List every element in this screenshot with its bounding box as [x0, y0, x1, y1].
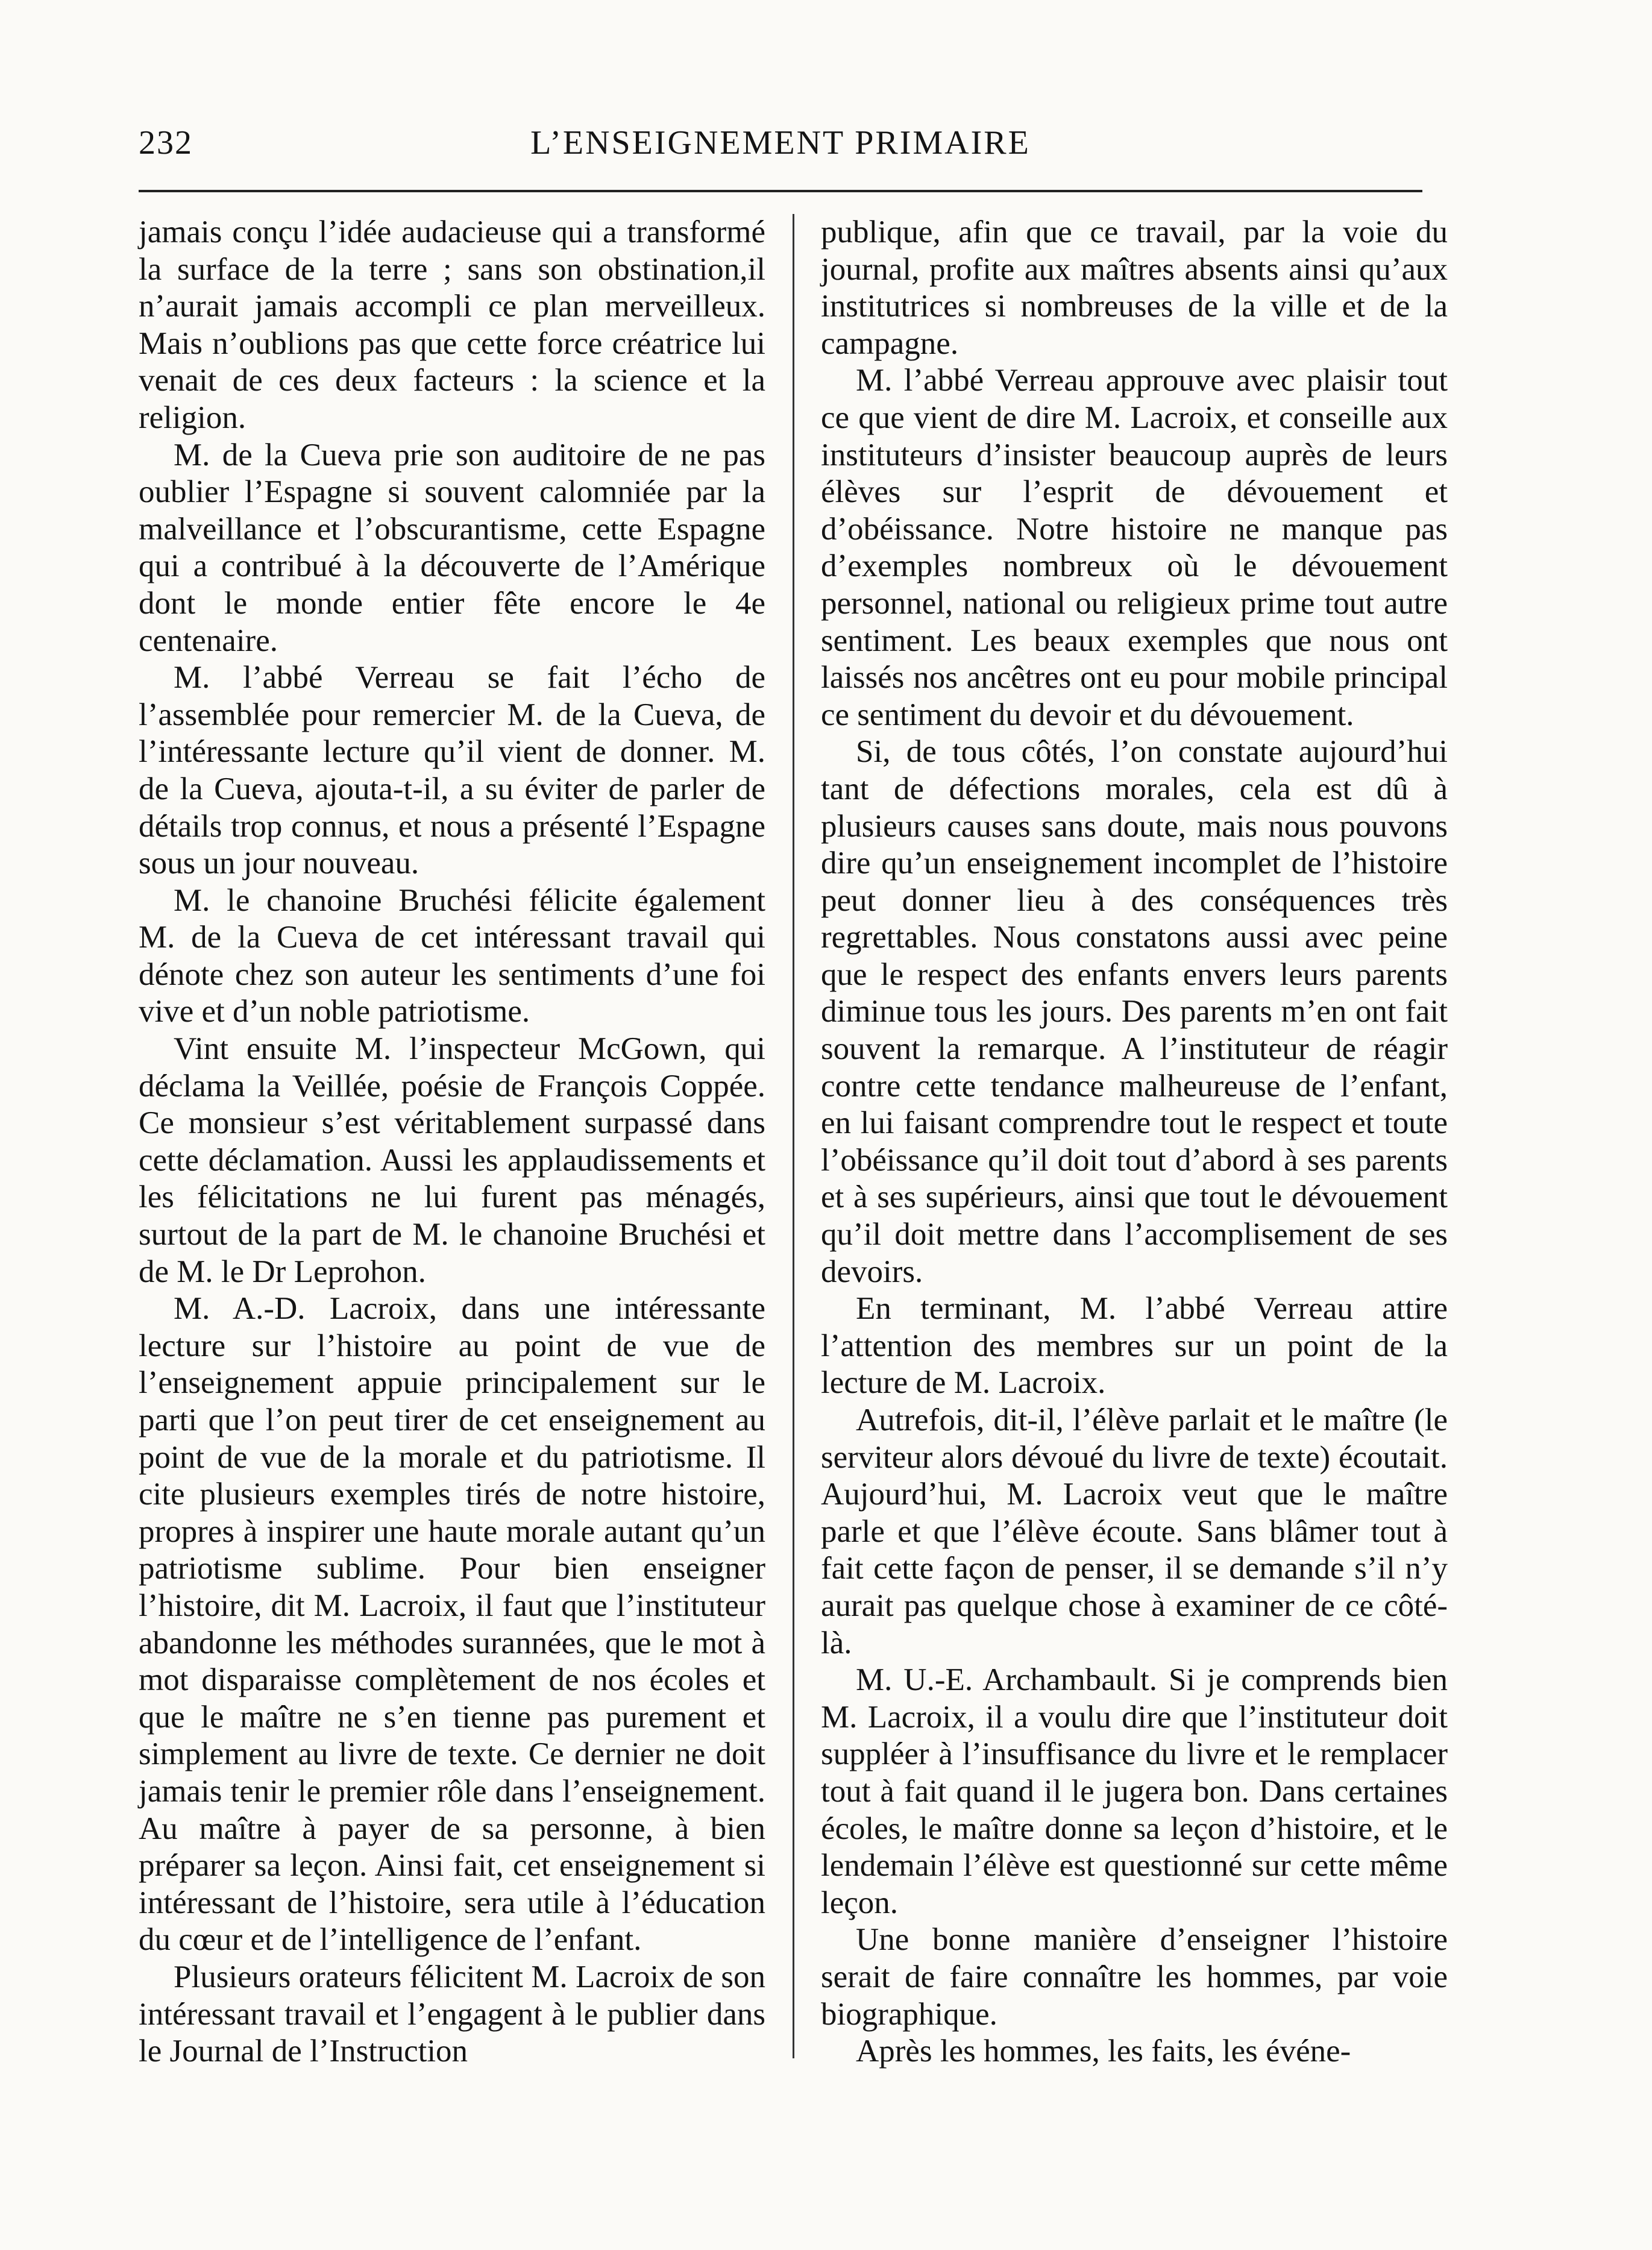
right-column	[821, 214, 1448, 2070]
page-header	[139, 124, 1422, 178]
header-rule	[139, 190, 1422, 192]
column-divider	[793, 214, 794, 2058]
paragraph: M. l’abbé Verreau approuve avec plaisir tout ce que vient de dire M. Lacroix, et conseille aux instituteurs d’insister beaucoup auprès de leurs élèves sur l’esprit de dévouement et d’obéissance. Notre histoire ne manque pas d’exemples nombreux où le dévouement personnel, national ou religieux prime tout autre sentiment. Les beaux exemples que nous ont laissés nos ancêtres ont eu pour mobile principal ce sentiment du devoir et du dévouement.	[821, 363, 1448, 732]
paragraph: Vint ensuite M. l’inspecteur McGown, qui déclama la Veillée, poésie de François Coppée. Ce monsieur s’est véritablement surpassé dans cette déclamation. Aussi les applaudissements et les félicitations ne lui furent pas ménagés, surtout de la part de M. le chanoine Bruchési et de M. le Dr Leprohon.	[139, 1031, 765, 1289]
paragraph: Autrefois, dit-il, l’élève parlait et le maître (le serviteur alors dévoué du livre de texte) écoutait. Aujourd’hui, M. Lacroix veut que le maître parle et que l’élève écoute. Sans blâmer tout à fait cette façon de penser, il se demande s’il n’y aurait pas quelque chose à examiner de ce côté-là.	[821, 1403, 1448, 1661]
paragraph: jamais conçu l’idée audacieuse qui a transformé la surface de la terre ; sans son obstination,il n’aurait jamais accompli ce plan merveilleux. Mais n’oublions pas que cette force créatrice lui venait de ces deux facteurs : la science et la religion.	[139, 215, 765, 435]
running-title: L’ENSEIGNEMENT PRIMAIRE	[530, 124, 1031, 162]
paragraph: M. de la Cueva prie son auditoire de ne pas oublier l’Espagne si souvent calomniée par la malveillance et l’obscurantisme, cette Espagne qui a contribué à la découverte de l’Amérique dont le monde entier fête encore le 4e centenaire.	[139, 437, 765, 658]
left-column	[139, 214, 765, 2070]
paragraph: publique, afin que ce travail, par la voie du journal, profite aux maîtres absents ainsi qu’aux institutrices si nombreuses de la ville et de la campagne.	[821, 215, 1448, 361]
paragraph: Après les hommes, les faits, les événe-	[856, 2034, 1351, 2069]
paragraph: Plusieurs orateurs félicitent M. Lacroix de son intéressant travail et l’engagent à le publier dans le Journal de l’Instruction	[139, 1959, 765, 2069]
paragraph: Si, de tous côtés, l’on constate aujourd’hui tant de défections morales, cela est dû à plusieurs causes sans doute, mais nous pouvons dire qu’un enseignement incomplet de l’histoire peut donner lieu à des conséquences très regrettables. Nous constatons aussi avec peine que le respect des enfants envers leurs parents diminue tous les jours. Des parents m’en ont fait souvent la remarque. A l’instituteur de réagir contre cette tendance malheureuse de l’enfant, en lui faisant comprendre tout le respect et toute l’obéissance qu’il doit tout d’abord à ses parents et à ses supérieurs, ainsi que tout le dévouement qu’il doit mettre dans l’accomplisement de ses devoirs.	[821, 734, 1448, 1289]
paragraph: M. A.-D. Lacroix, dans une intéressante lecture sur l’histoire au point de vue de l’enseignement appuie principalement sur le parti que l’on peut tirer de cet enseignement au point de vue de la morale et du patriotisme. Il cite plusieurs exemples tirés de notre histoire, propres à inspirer une haute morale autant qu’un patriotisme sublime. Pour bien enseigner l’histoire, dit M. Lacroix, il faut que l’instituteur abandonne les méthodes surannées, que le mot à mot disparaisse complètement de nos écoles et que le maître ne s’en tienne pas purement et simplement au livre de texte. Ce dernier ne doit jamais tenir le premier rôle dans l’enseignement. Au maître à payer de sa personne, à bien préparer sa leçon. Ainsi fait, cet enseignement si intéressant de l’histoire, sera utile à l’éducation du cœur et de l’intelligence de l’enfant.	[139, 1291, 765, 1958]
paragraph: En terminant, M. l’abbé Verreau attire l’attention des membres sur un point de la lecture de M. Lacroix.	[821, 1291, 1448, 1401]
paragraph: M. l’abbé Verreau se fait l’écho de l’assemblée pour remercier M. de la Cueva, de l’intéressante lecture qu’il vient de donner. M. de la Cueva, ajouta-t-il, a su éviter de parler de détails trop connus, et nous a présenté l’Espagne sous un jour nouveau.	[139, 660, 765, 881]
paragraph: M. le chanoine Bruchési félicite également M. de la Cueva de cet intéressant travail qui dénote chez son auteur les sentiments d’une foi vive et d’un noble patriotisme.	[139, 882, 765, 1029]
paragraph: M. U.-E. Archambault. Si je comprends bien M. Lacroix, il a voulu dire que l’instituteur doit suppléer à l’insuffisance du livre et le remplacer tout à fait quand il le jugera bon. Dans certaines écoles, le maître donne sa leçon d’histoire, et le lendemain l’élève est questionné sur cette même leçon.	[821, 1662, 1448, 1920]
page-number: 232	[139, 124, 193, 162]
paragraph: Une bonne manière d’enseigner l’histoire serait de faire connaître les hommes, par voie biographique.	[821, 1922, 1448, 2032]
